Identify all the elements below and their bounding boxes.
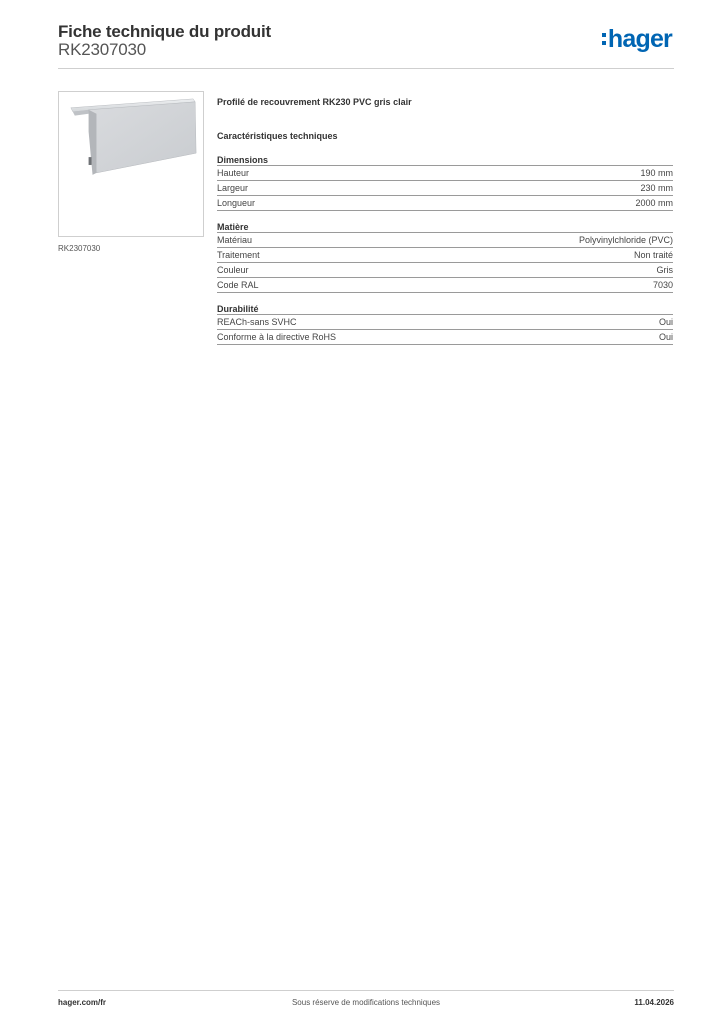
spec-label: Longueur (217, 198, 256, 208)
spec-value: Gris (656, 265, 673, 275)
footer-date: 11.04.2026 (634, 998, 674, 1007)
spec-label: Largeur (217, 183, 249, 193)
spec-label: Couleur (217, 265, 249, 275)
footer-website-link[interactable]: hager.com/fr (58, 998, 107, 1007)
document-title: Fiche technique du produit (58, 22, 271, 41)
page-header (58, 20, 674, 68)
cover-profile-illustration (59, 92, 203, 236)
spec-row (217, 196, 673, 211)
group-title: Durabilité (217, 303, 673, 315)
spec-group-material (217, 221, 673, 293)
spec-label: Code RAL (217, 280, 259, 290)
footer-divider (58, 990, 674, 991)
spec-content (217, 96, 673, 345)
spec-label: Traitement (217, 250, 260, 260)
spec-row (217, 263, 673, 278)
tech-specs-heading: Caractéristiques techniques (217, 131, 338, 141)
spec-value: Non traité (633, 250, 673, 260)
spec-group-durability (217, 303, 673, 345)
footer-disclaimer: Sous réserve de modifications techniques (291, 998, 441, 1007)
spec-value: 230 mm (640, 183, 673, 193)
spec-value: Oui (658, 317, 673, 327)
product-reference: RK2307030 (58, 40, 146, 59)
spec-group-dimensions (217, 154, 673, 211)
spec-value: 190 mm (640, 168, 673, 178)
hager-logo (602, 26, 672, 52)
spec-row (217, 248, 673, 263)
group-title: Dimensions (217, 154, 673, 166)
spec-row (217, 278, 673, 293)
logo-wordmark: hager (607, 25, 672, 53)
spec-value: Polyvinylchloride (PVC) (578, 235, 673, 245)
spec-label: Conforme à la directive RoHS (217, 332, 337, 342)
spec-row (217, 166, 673, 181)
spec-label: REACh-sans SVHC (217, 317, 297, 327)
group-title: Matière (217, 221, 673, 233)
spec-row (217, 315, 673, 330)
spec-value: Oui (658, 332, 673, 342)
header-divider (58, 68, 674, 69)
spec-value: 7030 (652, 280, 673, 290)
spec-row (217, 330, 673, 345)
product-name: Profilé de recouvrement RK230 PVC gris clair (217, 97, 412, 107)
image-caption: RK2307030 (58, 244, 101, 253)
spec-value: 2000 mm (635, 198, 673, 208)
page-footer (58, 998, 674, 1010)
logo-dots-icon (602, 33, 606, 45)
spec-label: Matériau (217, 235, 253, 245)
product-image (58, 91, 204, 237)
spec-row (217, 233, 673, 248)
spec-row (217, 181, 673, 196)
spec-label: Hauteur (217, 168, 250, 178)
